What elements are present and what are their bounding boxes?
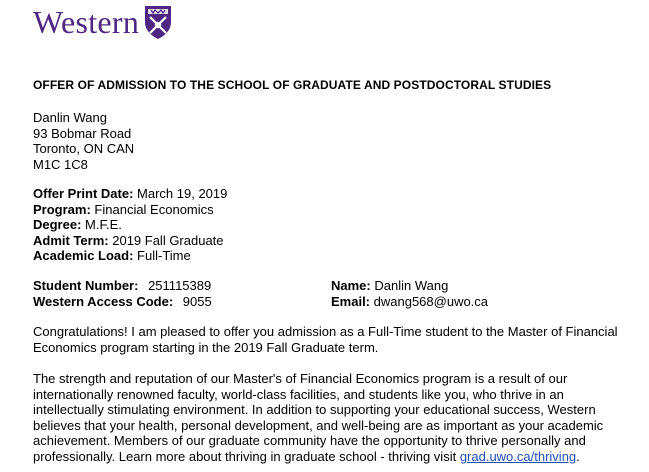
- print-date-value: March 19, 2019: [137, 186, 228, 201]
- degree-row: [33, 217, 227, 233]
- name-row: [331, 278, 488, 294]
- address-postal: M1C 1C8: [33, 156, 88, 172]
- load-value: Full-Time: [137, 248, 191, 264]
- address-name: Danlin Wang: [33, 110, 107, 125]
- thriving-text: The strength and reputation of our Master's of Financial Economics program is a result of our internationally renowned faculty, world-class facilities, and students like you, who thrive in an intellectually stimulating environment. In addition to supporting your educational success, Western believes that your health, personal development, and well-being are as important as your academic achievement. Members of our graduate community have the opportunity to thrive personally and professionally. Learn more about thriving in graduate school - thriving visit: [33, 371, 604, 464]
- name-value: Danlin Wang: [374, 278, 449, 293]
- access-code-label: Western Access Code:: [33, 293, 174, 309]
- degree-label: Degree:: [33, 217, 82, 233]
- load-label: Academic Load:: [33, 248, 134, 264]
- name-label: Name:: [331, 278, 371, 293]
- page-title: OFFER OF ADMISSION TO THE SCHOOL OF GRADUATE AND POSTDOCTORAL STUDIES: [33, 78, 552, 92]
- address-city: Toronto, ON CAN: [33, 141, 135, 157]
- print-date-row: [33, 186, 227, 202]
- email-row: [331, 294, 488, 310]
- program-value: Financial Economics: [94, 201, 214, 217]
- address-street: 93 Bobmar Road: [33, 125, 132, 141]
- degree-value: M.F.E.: [85, 217, 122, 233]
- email-value: dwang568@uwo.ca: [373, 293, 489, 309]
- thriving-trailing: .: [576, 448, 580, 464]
- student-number-label: Student Number:: [33, 278, 139, 293]
- thriving-paragraph: [33, 371, 633, 465]
- logo-wordmark: Western: [33, 4, 140, 40]
- term-label: Admit Term:: [33, 232, 109, 248]
- offer-details: [33, 186, 227, 264]
- congratulations-paragraph: Congratulations! I am pleased to offer you admission as a Full-Time student to the Master of Financial Economics program starting in the 2019 Fall Graduate term.: [33, 324, 618, 355]
- program-label: Program:: [33, 201, 91, 217]
- access-code-row: [33, 294, 212, 310]
- access-code-value: 9055: [182, 293, 212, 309]
- student-ids: [33, 278, 212, 309]
- thriving-link[interactable]: grad.uwo.ca/thriving: [459, 448, 577, 464]
- term-value: 2019 Fall Graduate: [112, 232, 224, 248]
- program-row: [33, 202, 227, 218]
- student-contact: [331, 278, 488, 309]
- load-row: [33, 248, 227, 264]
- email-label: Email:: [331, 293, 371, 309]
- crest-icon: [143, 4, 173, 40]
- student-number-row: [33, 278, 212, 294]
- mailing-address: [33, 110, 134, 172]
- western-logo: [33, 4, 173, 40]
- student-number-value: 251115389: [148, 278, 212, 293]
- print-date-label: Offer Print Date:: [33, 186, 134, 201]
- term-row: [33, 233, 227, 249]
